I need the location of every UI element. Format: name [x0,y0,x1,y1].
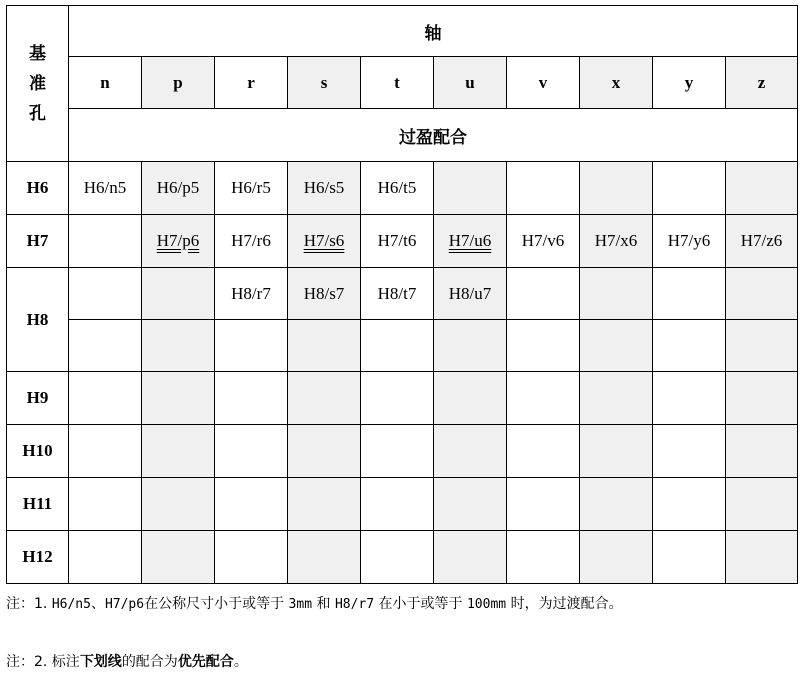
fit-cell [142,268,215,320]
fit-cell [726,372,798,425]
fit-cell [507,320,580,372]
column-header-n: n [69,57,142,109]
row-header-h8: H8 [7,268,69,372]
fit-cell [434,268,507,320]
fit-cell [507,425,580,478]
fit-cell [215,372,288,425]
fit-cell [288,531,361,584]
fit-cell [288,478,361,531]
fit-code: H7/t6 [377,231,417,250]
fit-cell [434,162,507,215]
fit-cell [726,215,798,268]
fit-code: H8/u7 [448,283,492,303]
fit-cell [507,478,580,531]
column-header-p: p [142,57,215,109]
fit-cell [215,478,288,531]
fit-cell [69,162,142,215]
row-header-h10: H10 [7,425,69,478]
fit-cell [142,215,215,268]
fit-cell [434,531,507,584]
fit-cell [507,162,580,215]
fit-code: H7/x6 [594,231,638,250]
row-header-h12: H12 [7,531,69,584]
fit-cell [361,268,434,320]
fit-cell [69,215,142,268]
fit-cell [69,320,142,372]
fit-cell [142,372,215,425]
table-row-h6 [7,162,798,215]
fit-cell [434,320,507,372]
fit-cell [726,425,798,478]
fit-cell [434,215,507,268]
column-header-v: v [507,57,580,109]
note-2 [6,652,796,673]
fit-code: H7/y6 [667,231,711,250]
note-1-separator: 、 [90,596,105,612]
fit-code: H7/z6 [740,231,783,250]
fit-cell [69,531,142,584]
table-row-h12 [7,531,798,584]
fit-cell [142,320,215,372]
fit-cell [215,531,288,584]
note-2-end: 。 [233,654,248,670]
column-header-y: y [653,57,726,109]
fit-cell [361,215,434,268]
fit-cell [142,531,215,584]
fit-cell [434,425,507,478]
fit-cell [288,215,361,268]
fit-cell [361,531,434,584]
fit-cell [653,425,726,478]
column-header-z: z [726,57,798,109]
fit-cell [580,162,653,215]
fit-code: H6/t5 [377,178,417,197]
fit-code: H7/r6 [231,231,271,250]
column-header-r: r [215,57,288,109]
note-1-prefix: 注：1. [6,596,52,612]
fit-cell [507,215,580,268]
column-header-s: s [288,57,361,109]
fit-cell [215,215,288,268]
axis-header: 轴 [69,6,798,57]
fit-table [6,5,798,584]
fit-code: H8/t7 [377,283,417,303]
row-header-h9: H9 [7,372,69,425]
fit-cell [69,425,142,478]
fit-cell [580,372,653,425]
fit-code: H7/s6 [303,231,345,250]
fit-cell [653,268,726,320]
table-row-h11 [7,478,798,531]
fit-cell [69,478,142,531]
fit-cell [580,531,653,584]
fit-cell [361,425,434,478]
note-1-text-2: 和 [312,596,335,612]
fit-cell [288,320,361,372]
note-1-value-1: 3mm [288,597,313,612]
fit-cell [726,268,798,320]
fit-cell [580,268,653,320]
fit-cell [580,478,653,531]
fit-cell [580,320,653,372]
fit-cell [69,372,142,425]
table-row-h8-extra [7,320,798,372]
fit-cell [726,320,798,372]
fit-cell [288,425,361,478]
fit-code: H6/p5 [156,178,200,197]
fit-cell [580,215,653,268]
fit-cell [142,425,215,478]
fit-cell [288,162,361,215]
fit-cell [215,268,288,320]
note-1-code-3: H8/r7 [334,597,375,612]
fit-cell [288,268,361,320]
fit-cell [361,478,434,531]
fit-cell [653,372,726,425]
fit-cell [215,320,288,372]
fit-code: H6/s5 [303,178,345,197]
fit-cell [726,162,798,215]
fit-code: H7/v6 [521,231,565,250]
fit-cell [507,372,580,425]
note-1 [6,594,796,615]
table-row-h8 [7,268,798,320]
fit-code: H7/u6 [448,231,492,250]
column-header-x: x [580,57,653,109]
note-1-text-4: 时，为过渡配合。 [506,596,623,612]
note-2-middle: 的配合为 [121,654,178,670]
fit-cell [288,372,361,425]
row-header-h6: H6 [7,162,69,215]
table-row-h10 [7,425,798,478]
row-header-h7: H7 [7,215,69,268]
fit-cell [215,162,288,215]
note-1-code-1: H6/n5 [51,597,91,612]
fit-code: H8/r7 [231,283,271,303]
fit-cell [507,531,580,584]
category-header: 过盈配合 [69,109,798,162]
note-2-underline-term: 下划线 [79,654,122,670]
fit-cell [653,531,726,584]
fit-cell [142,162,215,215]
fit-cell [434,372,507,425]
column-header-t: t [361,57,434,109]
fit-cell [142,478,215,531]
fit-cell [580,425,653,478]
fit-cell [653,478,726,531]
note-1-code-2: H7/p6 [104,597,145,612]
fit-code: H6/n5 [83,178,127,197]
fit-cell [361,162,434,215]
column-header-u: u [434,57,507,109]
fit-cell [434,478,507,531]
fit-cell [361,372,434,425]
fit-cell [215,425,288,478]
fit-cell [653,320,726,372]
fit-cell [507,268,580,320]
table-row-h9 [7,372,798,425]
note-2-preferred-term: 优先配合 [177,654,234,670]
fit-cell [653,215,726,268]
fit-code: H7/p6 [156,231,200,250]
fit-code: H6/r5 [231,178,271,197]
note-1-text-3: 在小于或等于 [374,596,467,612]
note-1-text-1: 在公称尺寸小于或等于 [144,596,289,612]
fit-code: H8/s7 [303,283,345,303]
fit-cell [69,268,142,320]
column-letter-row [7,57,798,109]
fit-cell [361,320,434,372]
note-2-prefix: 注：2. 标注 [6,654,80,670]
fit-cell [726,478,798,531]
row-header-h11: H11 [7,478,69,531]
corner-header-base-hole: 基 准 孔 [7,6,69,162]
table-body [7,162,798,584]
note-1-value-2: 100mm [466,597,507,612]
fit-cell [653,162,726,215]
fit-cell [726,531,798,584]
table-row-h7 [7,215,798,268]
